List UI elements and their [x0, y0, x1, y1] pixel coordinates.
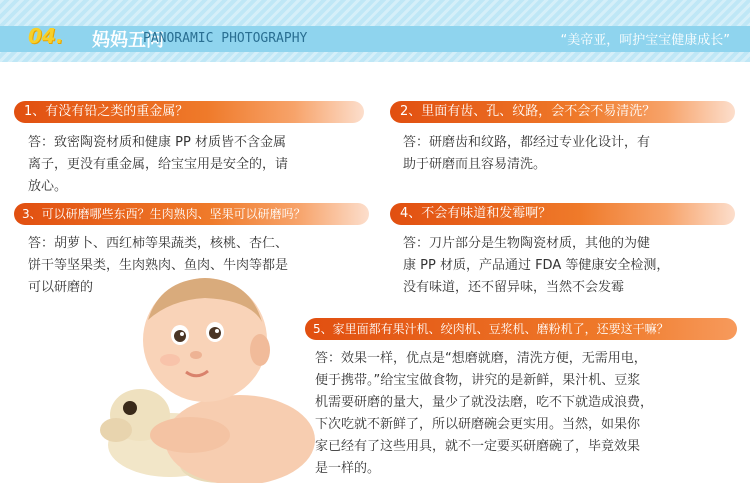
- answer-line: 没有味道，还不留异味，当然不会发霉: [403, 280, 625, 295]
- section-subtitle: PANORAMIC PHOTOGRAPHY: [143, 31, 308, 46]
- section-number: 04.: [28, 24, 64, 48]
- answer-line: 答：胡萝卜、西红柿等果蔬类，核桃、杏仁、: [28, 236, 289, 251]
- header-banner: [0, 0, 750, 62]
- baby-photo: [100, 240, 330, 483]
- answer-line: 可以研磨的: [28, 280, 94, 295]
- answer-line: 放心。: [28, 179, 68, 194]
- answer-2: [403, 132, 650, 176]
- answer-line: 是一样的。: [315, 461, 381, 476]
- answer-line: 答：刀片部分是生物陶瓷材质，其他的为健: [403, 236, 651, 251]
- answer-line: 答：研磨齿和纹路，都经过专业化设计，有: [403, 135, 651, 150]
- answer-line: 下次吃就不新鲜了，所以研磨碗会更实用。当然，如果你: [315, 417, 641, 432]
- answer-line: 助于研磨而且容易清洗。: [403, 157, 547, 172]
- answer-line: 康 PP 材质，产品通过 FDA 等健康安全检测，: [403, 258, 670, 273]
- answer-4: [403, 233, 669, 299]
- question-4: 4、不会有味道和发霉啊？: [390, 203, 735, 225]
- section-title: 妈妈五问: [92, 30, 164, 51]
- question-3: 3、可以研磨哪些东西？生肉熟肉、坚果可以研磨吗？: [14, 203, 369, 225]
- question-1: 1、有没有铅之类的重金属？: [14, 101, 364, 123]
- answer-line: 饼干等坚果类，生肉熟肉、鱼肉、牛肉等都是: [28, 258, 289, 273]
- answer-line: 家已经有了这些用具，就不一定要买研磨碗了，毕竟效果: [315, 439, 641, 454]
- answer-line: 便于携带。”给宝宝做食物，讲究的是新鲜，果汁机、豆浆: [315, 373, 641, 388]
- question-2: 2、里面有齿、孔、纹路，会不会不易清洗？: [390, 101, 735, 123]
- answer-5: [315, 348, 653, 480]
- question-5: 5、家里面都有果汁机、绞肉机、豆浆机、磨粉机了，还要这干嘛？: [305, 318, 737, 340]
- answer-line: 离子，更没有重金属，给宝宝用是安全的，请: [28, 157, 289, 172]
- brand-slogan: “美帝亚，呵护宝宝健康成长”: [560, 33, 730, 48]
- answer-line: 机需要研磨的量大，量少了就没法磨，吃不下就造成浪费，: [315, 395, 654, 410]
- answer-line: 答：致密陶瓷材质和健康 PP 材质皆不含金属: [28, 135, 286, 150]
- answer-1: [28, 132, 288, 198]
- answer-line: 答：效果一样，优点是“想磨就磨，清洗方便，无需用电，: [315, 351, 647, 366]
